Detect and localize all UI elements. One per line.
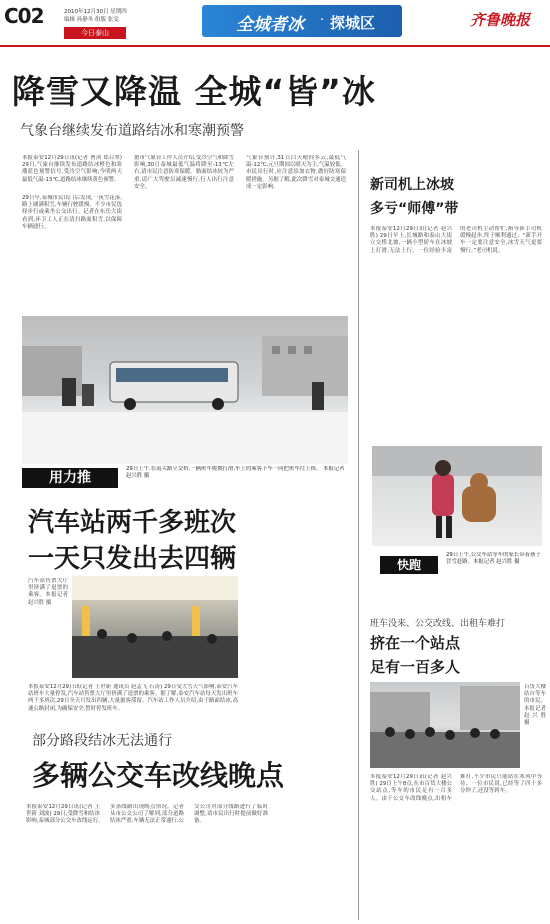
lead-subhead: 气象台继续发布道路结冰和寒潮预警 [20, 123, 244, 139]
kids-photo-caption: 29日上午,公交车站等车的家长带着孩子冒雪赶路。本报记者 赵兴胜 摄 [446, 552, 541, 566]
sidebar-body: 本报泰安12月29日讯(记者 赵兴胜) 29日早上,长城路和泰山大街立交桥北坡,一辆小型轿车在冰坡上打滑,无法上行。一位经验丰富的老司机主动帮忙,指导新手司机缓慢起步,终于顺利通过。“新手开车一定要注意安全,冰雪天气更要慢行。”老司机说。 [370, 226, 542, 254]
bus-stop-photo [370, 682, 520, 768]
bus-photo-caption: 29日上午,在南关路立交桥,一辆班车爬坡打滑,车上的乘客下车一同把班车往上推。 本报记者 赵兴胜 摄 [126, 466, 345, 480]
date-line: 2010年12月30日 星期四 [64, 9, 127, 15]
bus-station-photo [72, 576, 238, 678]
story2-headline-1: 汽车站两千多班次 [28, 508, 237, 538]
story3-kicker: 部分路段结冰无法通行 [32, 733, 172, 749]
story4-photo-caption: 百货大楼站台等车的市民。本报记者 赵兴胜 摄 [524, 684, 546, 727]
banner-main: 全城者冰 [236, 15, 304, 35]
lead-col2: 据市气象台工作人员介绍,受冷空气和降雪影响,30日泰城最低气温将降至-13℃左右,请市民注意防寒保暖。路面结冰较为严重,请广大驾驶员减速慢行,行人出行注意安全。 [134, 155, 234, 190]
kids-photo-scene [372, 446, 542, 546]
story2-body-right [246, 576, 346, 726]
story2-headline-2: 一天只发出去四辆 [28, 544, 237, 574]
story3-body: 本报泰安12月29日讯(记者 王世新 刘波) 29日,受降雪和结冰影响,泰城部分公交车改线运行,多条线路出现晚点情况。记者从市公交公司了解到,部分道路结冰严重,车辆无法正常通行,公交公司对部分线路进行了临时调整,请市民出行时提前做好准备。 [26, 804, 268, 825]
story2-photo-caption: 汽车站售票大厅里挤满了退票的乘客。本报记者 赵兴胜 摄 [28, 578, 68, 606]
story4-headline-1: 挤在一个站点 [370, 634, 461, 652]
lead-byline: 本报泰安12月29日讯(记者 曹剑 郑召翠) 29日,气象台继续发布道路结冰橙色和寒潮蓝色预警信号,受冷空气影响,今明两天最低气温-13℃,道路结冰继续黄色预警。 [22, 155, 122, 183]
banner-dot: · [320, 13, 325, 28]
lead-headline: 降雪又降温 全城“皆”冰 [12, 72, 376, 111]
bus-photo-tag: 用力推 [22, 468, 118, 488]
section-tag: 今日泰山 [64, 27, 126, 39]
sidebar-headline-1: 新司机上冰坡 [370, 177, 454, 193]
bus-stop-scene [370, 682, 520, 768]
paper-name: 齐鲁晚报 [470, 11, 531, 29]
lead-col3: 气象台预计,31日白天晴间多云,最低气温-12℃,元旦期间以晴天为主,气温较低。市民出行时,应注意添加衣物,做好防寒保暖措施。另据了解,此次降雪对泰城交通造成一定影响。 [246, 155, 346, 190]
page-code: C02 [4, 4, 44, 28]
bus-photo-scene [22, 316, 348, 464]
header-rule [0, 45, 550, 47]
title-banner [202, 5, 402, 37]
bus-station-scene [72, 576, 238, 678]
story4-kicker: 班车没来、公交改线、出租车难打 [370, 619, 506, 629]
story4-body: 本报泰安12月29日讯(记者 赵兴胜) 29日上午8点,在市百货大楼公交站点,等车的市民足有一百多人。由于公交车改线晚点,出租车难打,不少市民只能站在寒风中等待。一位市民说,已经等了四十多分钟了,还没等到车。 [370, 774, 542, 802]
kids-photo-tag: 快跑 [380, 556, 438, 574]
bus-photo [22, 316, 348, 464]
banner-sub: 探城区 [330, 14, 376, 32]
column-divider [358, 150, 359, 920]
lead-col1: 29日早,泰城市民出门后发现,一夜雪花落,路上铺满积雪,车辆行驶缓慢。不少市民选择步行或乘坐公交出行。记者在东岳大街看到,环卫工人正在清扫路面积雪,以保障车辆通行。 [22, 195, 122, 230]
sidebar-headline-2: 多亏“师傅”带 [370, 201, 459, 217]
story4-headline-2: 足有一百多人 [370, 658, 461, 676]
kids-photo [372, 446, 542, 546]
editor-line: 编辑 孙静冬 组版 张雯 [64, 17, 119, 23]
story2-body: 本报泰安12月29日讯(记者 王世新 通讯员 赵孟飞 石涛) 29日受大雪天气影响,泰安汽车站班车大量停发,汽车站售票大厅里挤满了退票的乘客。据了解,泰安汽车站每天发出班车两千多班次,29日全天只发出四辆,大量旅客滞留。汽车站工作人员介绍,由于路面结冰,高速公路封闭,为确保安全,暂时停发班车。 [28, 684, 238, 712]
page-header [0, 0, 550, 56]
story3-headline: 多辆公交车改线晚点 [32, 759, 285, 792]
